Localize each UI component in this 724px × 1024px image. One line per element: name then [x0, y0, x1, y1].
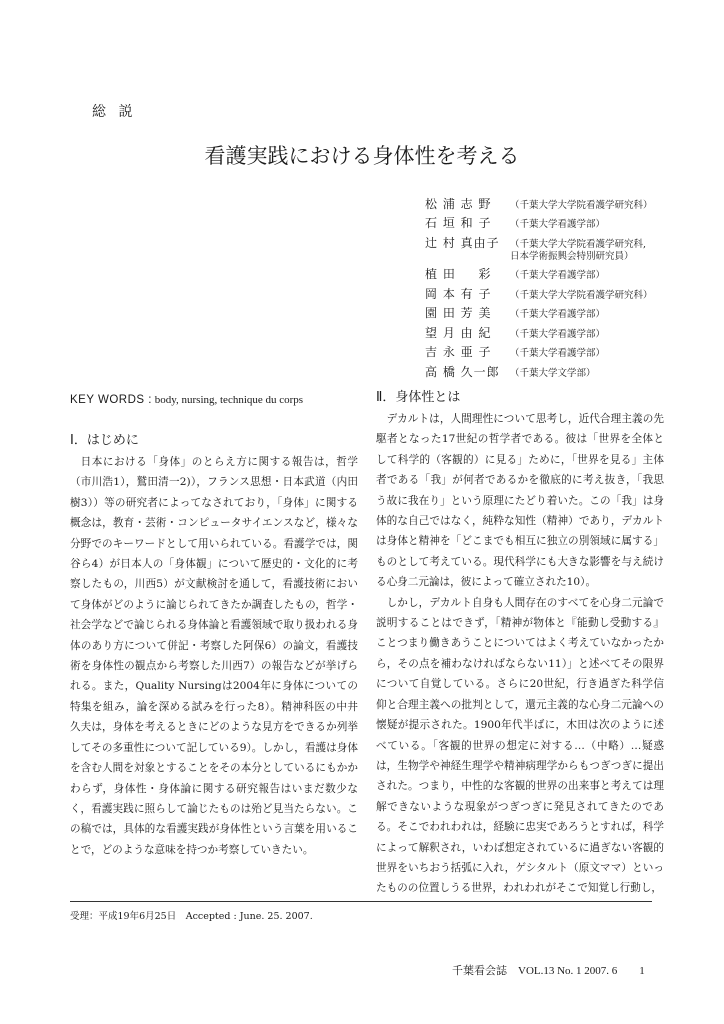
left-column: [70, 430, 358, 860]
author-name: 辻 村 真由子: [425, 236, 500, 250]
author-name: 松 浦 志 野: [425, 197, 492, 211]
author-affiliation: （千葉大学文学部）: [510, 368, 596, 379]
author-entry: [425, 304, 605, 322]
author-name: 望 月 由 紀: [425, 326, 492, 340]
author-entry: [425, 214, 605, 232]
article-category: 総 説: [92, 104, 137, 120]
body-paragraph: しかし，デカルト自身も人間存在のすべてを心身二元論で説明することはできず，「精神が物体と『能動し受動する』ことつまり働きあうことについてはよく考えていなかったから，その点を補わなければならない11）」と述べてその限界について自覚している。さらに20世紀，行き過ぎた科学信仰と合理主義への批判として，還元主義的な心身二元論への懐疑が提示された。1900年代半ばに，木田は次のように述べている。「客観的世界の想定に対する…（中略）…疑惑は，生物学や神経生理学や精神病理学からもつぎつぎに提出された。つまり，中性的な客観的世界の出来事と考えては理解できないような現象がつぎつぎに発見されてきたのである。そこでわれわれは，経験に忠実であろうとすれば，科学によって解釈され，いわば想定されているに過ぎない客観的世界をいちおう括弧に入れ，ゲシタルト（原文ママ）といったものの位置しうる世界，われわれがそこで知覚し行動し，: [376, 596, 664, 895]
author-name: 岡 本 有 子: [425, 287, 492, 301]
body-paragraph: 日本における「身体」のとらえ方に関する報告は，哲学（市川浩1），鷲田清一2)），フランス思想・日本武道（内田樹3））等の研究者によってなされており，「身体」に関する概念は，教育・芸術・コンピュータサイエンスなど，様々な分野でのキーワードとして用いられている。看護学では，関谷ら4）が日本人の「身体観」について歴史的・文化的に考察したもの，川西5）が文献検討を通して，看護技術において身体がどのように論じられてきたか調査したもの，哲学・社会学などで論じられる身体論と看護領域で取り扱われる身体のあり方について併記・考察した阿保6）の論文，看護技術を身体性の観点から考察した川西7）の報告などが挙げられる。また，Quality Nursingは2004年に身体についての特集を組み，論を深める試みを行った8）。精神科医の中井久夫は，身体を考えるときにどのような見方をできるか列挙してその多重性について記している9）。しかし，看護は身体を含む人間を対象とすることをその本分としているにもかかわらず，身体性・身体論に関する研究報告はいまだ数少なく，看護実践に照らして論じたものは殆ど見当たらない。この稿では，具体的な看護実践が身体性という言葉を用いることで，どのような意味を持つか考察していきたい。: [70, 456, 358, 856]
author-affiliation-continued: 日本学術振興会特別研究員）: [510, 251, 634, 262]
author-affiliation: （千葉大学看護学部）: [510, 270, 606, 281]
author-affiliation: （千葉大学看護学部）: [510, 329, 606, 340]
author-entry: [425, 363, 596, 381]
author-affiliation: （千葉大学看護学部）: [510, 309, 606, 320]
author-affiliation: （千葉大学看護学部）: [510, 348, 606, 359]
author-affiliation: （千葉大学大学院看護学研究科）: [510, 290, 653, 301]
author-entry: [425, 324, 605, 342]
section-heading-embodiment: Ⅱ．身体性とは: [376, 390, 461, 405]
author-name: 高 橋 久一郎: [425, 365, 500, 379]
author-affiliation: （千葉大学大学院看護学研究科,: [510, 239, 647, 250]
section-heading-introduction: Ⅰ．はじめに: [70, 433, 139, 448]
author-entry: [425, 195, 653, 213]
article-title: 看護実践における身体性を考える: [204, 144, 520, 168]
received-date: 受理：平成19年6月25日 Accepted : June. 25. 2007.: [70, 911, 313, 922]
journal-footer: 千葉看会誌 VOL.13 No. 1 2007. 6 1: [452, 965, 645, 977]
keywords: [70, 394, 303, 406]
keywords-label: KEY WORDS :: [70, 394, 152, 406]
author-name: 植 田 彩: [425, 267, 492, 281]
right-column: [376, 387, 664, 899]
author-entry: [425, 285, 653, 303]
author-name: 石 垣 和 子: [425, 216, 492, 230]
body-paragraph: デカルトは，人間理性について思考し，近代合理主義の先駆者となった17世紀の哲学者である。彼は「世界を全体として科学的（客観的）に見る」ために，「世界を見る」主体者である「我」が何者であるかを徹底的に考え抜き，「我思う故に我在り」という原理にたどり着いた。この「我」は身体的な自己ではなく，純粋な知性（精神）であり，デカルトは身体と精神を「どこまでも相互に独立の別領域に属する」ものとして考えている。現代科学にも大きな影響を与え続ける心身二元論は，彼によって確立された10）。: [376, 413, 664, 589]
author-entry: [425, 265, 605, 283]
author-name: 園 田 芳 美: [425, 306, 492, 320]
author-affiliation: （千葉大学看護学部）: [510, 219, 606, 230]
keywords-value: body, nursing, technique du corps: [151, 394, 304, 406]
author-name: 吉 永 亜 子: [425, 345, 492, 359]
footnote-divider: [70, 901, 652, 902]
author-entry: [425, 343, 605, 361]
author-affiliation: （千葉大学大学院看護学研究科）: [510, 200, 653, 211]
